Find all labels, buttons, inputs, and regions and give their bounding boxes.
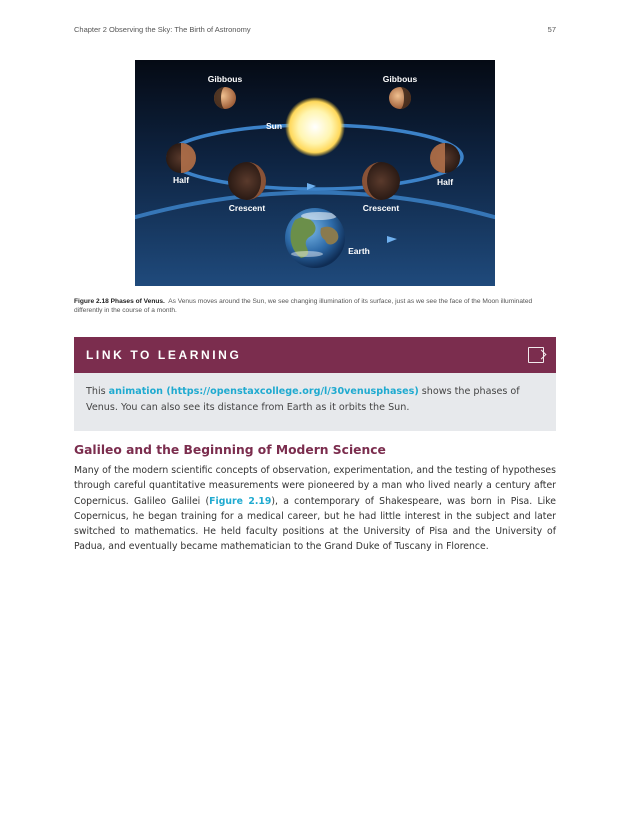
label-crescent-right: Crescent bbox=[362, 203, 400, 213]
figure-2-19-link[interactable]: Figure 2.19 bbox=[209, 495, 272, 507]
label-sun: Sun bbox=[265, 121, 283, 131]
label-crescent-left: Crescent bbox=[228, 203, 266, 213]
section-paragraph bbox=[74, 463, 556, 555]
label-half-right: Half bbox=[436, 177, 454, 187]
venus-half-right bbox=[430, 143, 460, 173]
page-number: 57 bbox=[547, 25, 556, 34]
ltl-text-before: This bbox=[86, 386, 109, 397]
chapter-title: Chapter 2 Observing the Sky: The Birth of Astronomy bbox=[74, 25, 251, 34]
label-gibbous-right: Gibbous bbox=[382, 74, 418, 84]
figure-caption bbox=[74, 297, 556, 315]
venus-gibbous-left bbox=[214, 87, 236, 109]
para-text-after: ), a contemporary of Shakespeare, was born in Pisa. Like Copernicus, he began training for a medical career, but he had little interest in the subject and later switched to mathematics. He held faculty positions at the University of Pisa and the University of Padua, and eventually became mathematician to the Grand Duke of Tuscany in Florence. bbox=[74, 495, 556, 553]
venus-crescent-left bbox=[228, 162, 266, 200]
label-gibbous-left: Gibbous bbox=[207, 74, 243, 84]
earth bbox=[285, 208, 345, 268]
label-half-left: Half bbox=[172, 175, 190, 185]
link-to-learning-title: LINK TO LEARNING bbox=[86, 348, 242, 362]
venus-phases-animation-link[interactable]: animation (https://openstaxcollege.org/l/30venusphases) bbox=[108, 386, 419, 397]
venus-crescent-right bbox=[362, 162, 400, 200]
link-to-learning-header bbox=[74, 337, 556, 373]
external-link-icon bbox=[528, 347, 544, 363]
ltl-text-after: shows the phases of Venus. You can also see its distance from Earth as it orbits the Sun. bbox=[86, 386, 520, 413]
venus-gibbous-right bbox=[389, 87, 411, 109]
running-head bbox=[74, 25, 556, 34]
section-heading: Galileo and the Beginning of Modern Science bbox=[74, 443, 386, 457]
sun bbox=[285, 97, 345, 157]
caption-text: As Venus moves around the Sun, we see changing illumination of its surface, just as we see the face of the Moon illuminated differently in the course of a month. bbox=[74, 298, 533, 314]
label-earth: Earth bbox=[348, 246, 370, 256]
caption-label: Figure 2.18 Phases of Venus. bbox=[74, 298, 165, 305]
link-to-learning-body bbox=[74, 373, 556, 431]
venus-phases-figure bbox=[135, 60, 495, 286]
venus-half-left bbox=[166, 143, 196, 173]
venus-phases-illustration bbox=[135, 60, 495, 286]
para-text-before: Many of the modern scientific concepts of observation, experimentation, and the testing of hypotheses through careful quantitative measurements were pioneered by a man who lived nearly a century after Copernicus. Galileo Galilei ( bbox=[74, 465, 556, 507]
